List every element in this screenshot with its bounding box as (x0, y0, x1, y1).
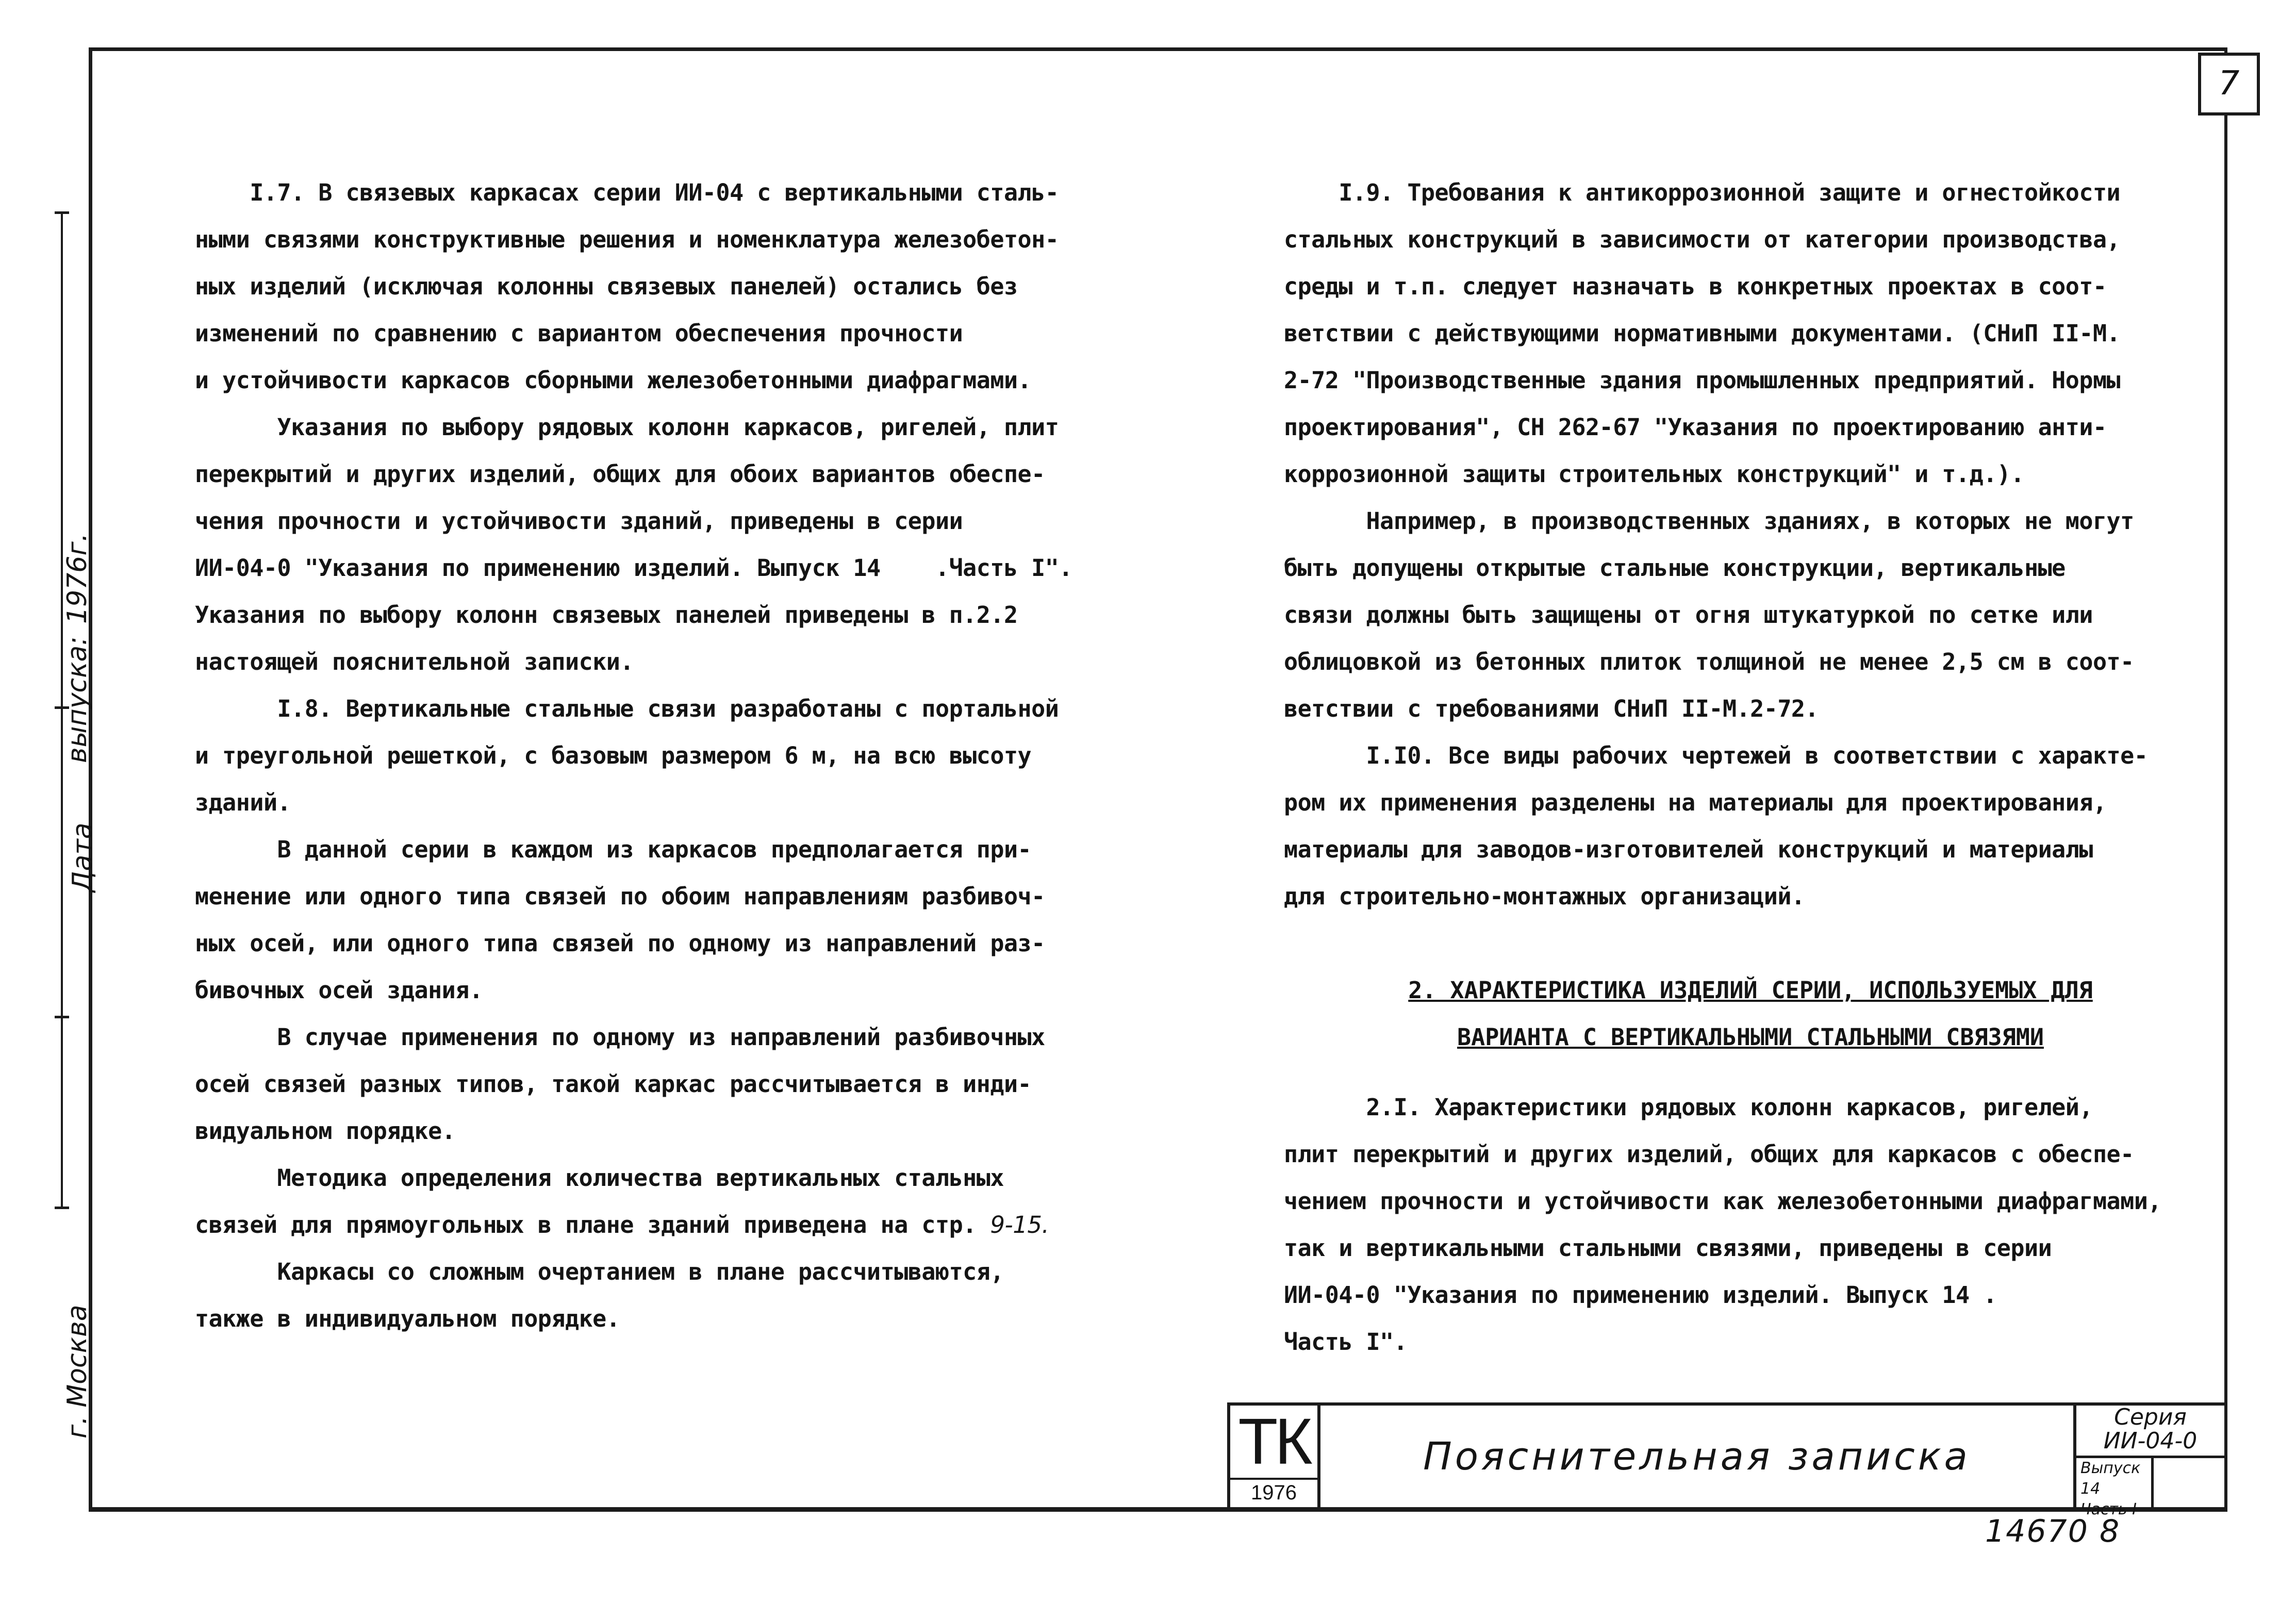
text-line: ных осей, или одного типа связей по одному из направлений раз- (195, 930, 1045, 957)
text-line: Методика определения количества вертикальных стальных (195, 1164, 1004, 1192)
text-line: материалы для заводов-изготовителей конструкций и материалы (1284, 836, 2093, 863)
section-heading: ВАРИАНТА С ВЕРТИКАЛЬНЫМИ СТАЛЬНЫМИ СВЯЗЯМИ (1457, 1023, 2044, 1051)
title-block (1227, 1402, 2227, 1518)
text-line: 2-72 "Производственные здания промышленных предприятий. Нормы (1284, 367, 2121, 394)
section-heading: 2. ХАРАКТЕРИСТИКА ИЗДЕЛИЙ СЕРИИ, ИСПОЛЬЗУЕМЫХ ДЛЯ (1408, 977, 2093, 1004)
text-line: I.I0. Все виды рабочих чертежей в соответствии с характе- (1284, 742, 2148, 769)
text-line: и устойчивости каркасов сборными железобетонными диафрагмами. (195, 367, 1032, 394)
text-line: быть допущены открытые стальные конструкции, вертикальные (1284, 554, 2066, 582)
side-stamp-year: 1976г. (62, 533, 93, 624)
title-block-logo (1230, 1406, 1320, 1508)
text-line: менение или одного типа связей по обоим направлениям разбивоч- (195, 883, 1045, 910)
text-line: ветствии с требованиями СНиП II-М.2-72. (1284, 695, 1819, 722)
text-line: Например, в производственных зданиях, в которых не могут (1284, 507, 2134, 535)
text-line: I.8. Вертикальные стальные связи разработаны с портальной (195, 695, 1059, 722)
text-line: перекрытий и других изделий, общих для обоих вариантов обеспе- (195, 460, 1045, 488)
text-line-with-ref (195, 1201, 1144, 1248)
text-line: I.7. В связевых каркасах серии ИИ-04 с вертикальными сталь- (195, 179, 1059, 206)
series-cell (2076, 1406, 2224, 1458)
issue-number: Выпуск 14 (2080, 1459, 2141, 1498)
text-line: видуальном порядке. (195, 1117, 456, 1145)
text-line: В данной серии в каждом из каркасов предполагается при- (195, 836, 1032, 863)
text-line: среды и т.п. следует назначать в конкретных проектах в соот- (1284, 273, 2107, 300)
text-line: и треугольной решеткой, с базовым размером 6 м, на всю высоту (195, 742, 1032, 769)
side-stamp-tick (55, 1207, 69, 1209)
spacer (1284, 1061, 2217, 1084)
text-line: ными связями конструктивные решения и номенклатура железобетон- (195, 226, 1059, 253)
side-stamp-issue-label: выпуска: (62, 636, 93, 763)
series-code: ИИ-04-0 (2103, 1428, 2198, 1454)
text-line: Часть I". (1284, 1328, 1408, 1356)
spacer (1284, 920, 2217, 967)
text-line: зданий. (195, 789, 291, 816)
side-stamp-tick (55, 1016, 69, 1018)
text-line: проектирования", СН 262-67 "Указания по проектированию анти- (1284, 414, 2107, 441)
text-line: плит перекрытий и других изделий, общих для каркасов с обеспе- (1284, 1141, 2134, 1168)
text-line: осей связей разных типов, такой каркас рассчитывается в инди- (195, 1070, 1032, 1098)
title-block-series (2073, 1404, 2224, 1518)
text-line: связи должны быть защищены от огня штукатуркой по сетке или (1284, 601, 2093, 629)
side-stamp-tick (55, 211, 69, 214)
text-line: 2.I. Характеристики рядовых колонн каркасов, ригелей, (1284, 1094, 2093, 1121)
text-line: чения прочности и устойчивости зданий, приведены в серии (195, 507, 963, 535)
text-line: ИИ-04-0 "Указания по применению изделий. Выпуск 14 . (1284, 1281, 1997, 1309)
text-line: настоящей пояснительной записки. (195, 648, 634, 675)
text-line: В случае применения по одному из направлений разбивочных (195, 1023, 1045, 1051)
series-label: Серия (2114, 1404, 2187, 1430)
side-stamp-city: г. Москва (62, 1304, 93, 1439)
text-line: для строительно-монтажных организаций. (1284, 883, 1805, 910)
left-column (195, 169, 1144, 1342)
text-line: ных изделий (исключая колонны связевых панелей) остались без (195, 273, 1018, 300)
text-line: Указания по выбору колонн связевых панелей приведены в п.2.2 (195, 601, 1018, 629)
text-line: I.9. Требования к антикоррозионной защите и огнестойкости (1284, 179, 2121, 206)
right-column (1284, 169, 2217, 1365)
issue-cell (2076, 1458, 2154, 1518)
text-line: бивочных осей здания. (195, 977, 483, 1004)
text-line: связей для прямоугольных в плане зданий приведена на стр. (195, 1211, 990, 1238)
text-line: коррозионной защиты строительных конструкций" и т.д.). (1284, 460, 2024, 488)
text-line: Каркасы со сложным очертанием в плане рассчитываются, (195, 1258, 1004, 1285)
text-line: ветствии с действующими нормативными документами. (СНиП II-М. (1284, 320, 2121, 347)
document-title: Пояснительная записка (1423, 1434, 1971, 1479)
text-line: ИИ-04-0 "Указания по применению изделий. Выпуск 14 .Часть I". (195, 554, 1072, 582)
text-line: Указания по выбору рядовых колонн каркасов, ригелей, плит (195, 414, 1059, 441)
logo-year: 1976 (1230, 1478, 1317, 1506)
text-line: ром их применения разделены на материалы для проектирования, (1284, 789, 2107, 816)
logo-text: ТК (1238, 1405, 1310, 1478)
text-line: стальных конструкций в зависимости от категории производства, (1284, 226, 2121, 253)
text-line: так и вертикальными стальными связями, приведены в серии (1284, 1234, 2052, 1262)
text-line: облицовкой из бетонных плиток толщиной не менее 2,5 см в соот- (1284, 648, 2134, 675)
issue-part: Часть I (2080, 1500, 2137, 1518)
bottom-note: 14670 8 (1985, 1513, 2121, 1549)
page-reference: 9-15. (990, 1211, 1049, 1238)
text-line: изменений по сравнению с вариантом обеспечения прочности (195, 320, 963, 347)
text-line: также в индивидуальном порядке. (195, 1305, 620, 1332)
side-stamp-date-label: Дата (67, 822, 98, 892)
page-number: 7 (2198, 53, 2260, 115)
text-line: чением прочности и устойчивости как железобетонными диафрагмами, (1284, 1187, 2161, 1215)
